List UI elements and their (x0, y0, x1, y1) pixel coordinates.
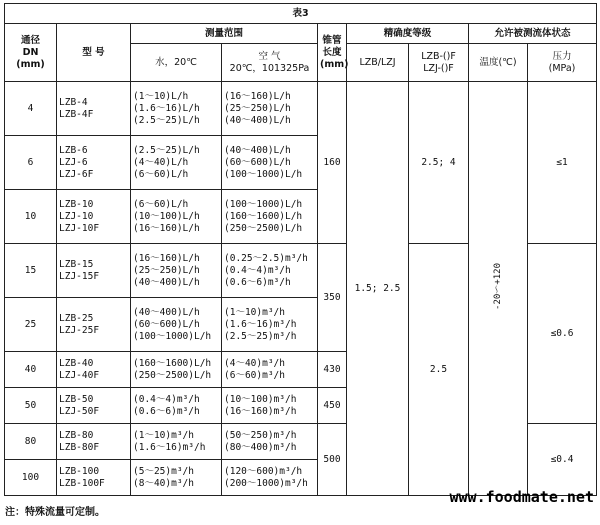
cell-dn: 50 (5, 388, 57, 424)
cell-models: LZB-50 LZJ-50F (57, 388, 131, 424)
header-model: 型 号 (57, 24, 131, 82)
cell-air: (1～10)m³/h (1.6～16)m³/h (2.5～25)m³/h (222, 298, 318, 352)
cell-models: LZB-10 LZJ-10 LZJ-10F (57, 190, 131, 244)
cell-dn: 100 (5, 460, 57, 496)
header-taper: 锥管 长度 (mm) (318, 24, 347, 82)
cell-models: LZB-6 LZJ-6 LZJ-6F (57, 136, 131, 190)
header-allowed: 允许被测流体状态 (469, 24, 597, 44)
cell-acc-f: 2.5 (409, 244, 469, 496)
cell-air: (16～160)L/h (25～250)L/h (40～400)L/h (222, 82, 318, 136)
cell-water: (6～60)L/h (10～100)L/h (16～160)L/h (131, 190, 222, 244)
header-air: 空 气 20℃，101325Pa (222, 44, 318, 82)
cell-dn: 80 (5, 424, 57, 460)
cell-air: (100～1000)L/h (160～1600)L/h (250～2500)L/h (222, 190, 318, 244)
cell-models: LZB-25 LZJ-25F (57, 298, 131, 352)
cell-water: (160～1600)L/h (250～2500)L/h (131, 352, 222, 388)
table-row (5, 82, 597, 136)
cell-taper: 500 (318, 424, 347, 496)
cell-water: (2.5～25)L/h (4～40)L/h (6～60)L/h (131, 136, 222, 190)
cell-taper: 160 (318, 82, 347, 244)
cell-dn: 10 (5, 190, 57, 244)
cell-air: (10～100)m³/h (16～160)m³/h (222, 388, 318, 424)
cell-water: (0.4～4)m³/h (0.6～6)m³/h (131, 388, 222, 424)
cell-air: (40～400)L/h (60～600)L/h (100～1000)L/h (222, 136, 318, 190)
cell-dn: 15 (5, 244, 57, 298)
cell-temp: -20～+120 (469, 82, 528, 496)
cell-air: (0.25～2.5)m³/h (0.4～4)m³/h (0.6～6)m³/h (222, 244, 318, 298)
header-acc-lzbf: LZB-()F LZJ-()F (409, 44, 469, 82)
footnote: 注：特殊流量可定制。 (5, 507, 105, 518)
cell-models: LZB-4 LZB-4F (57, 82, 131, 136)
cell-water: (1～10)m³/h (1.6～16)m³/h (131, 424, 222, 460)
cell-models: LZB-40 LZJ-40F (57, 352, 131, 388)
cell-pressure: ≤0.6 (528, 244, 597, 424)
spec-table (4, 3, 597, 496)
table-title: 表3 (5, 4, 597, 24)
cell-water: (40～400)L/h (60～600)L/h (100～1000)L/h (131, 298, 222, 352)
cell-water: (16～160)L/h (25～250)L/h (40～400)L/h (131, 244, 222, 298)
cell-dn: 25 (5, 298, 57, 352)
cell-air: (50～250)m³/h (80～400)m³/h (222, 424, 318, 460)
cell-dn: 40 (5, 352, 57, 388)
cell-taper: 350 (318, 244, 347, 352)
cell-models: LZB-15 LZJ-15F (57, 244, 131, 298)
cell-pressure: ≤1 (528, 82, 597, 244)
cell-dn: 6 (5, 136, 57, 190)
header-dn: 通径 DN (mm) (5, 24, 57, 82)
cell-taper: 450 (318, 388, 347, 424)
header-acc-lzb: LZB/LZJ (347, 44, 409, 82)
spec-table-wrapper (4, 3, 596, 496)
watermark: www.foodmate.net (449, 488, 594, 506)
header-temp: 温度(℃) (469, 44, 528, 82)
cell-taper: 430 (318, 352, 347, 388)
cell-acc-f: 2.5; 4 (409, 82, 469, 244)
header-range: 测量范围 (131, 24, 318, 44)
cell-air: (4～40)m³/h (6～60)m³/h (222, 352, 318, 388)
header-pressure: 压力 (MPa) (528, 44, 597, 82)
header-water: 水，20℃ (131, 44, 222, 82)
cell-models: LZB-100 LZB-100F (57, 460, 131, 496)
cell-acc-lzb: 1.5; 2.5 (347, 82, 409, 496)
cell-air: (120～600)m³/h (200～1000)m³/h (222, 460, 318, 496)
cell-dn: 4 (5, 82, 57, 136)
header-accuracy: 精确度等级 (347, 24, 469, 44)
cell-water: (1～10)L/h (1.6～16)L/h (2.5～25)L/h (131, 82, 222, 136)
cell-water: (5～25)m³/h (8～40)m³/h (131, 460, 222, 496)
cell-models: LZB-80 LZB-80F (57, 424, 131, 460)
cell-pressure: ≤0.4 (528, 424, 597, 496)
